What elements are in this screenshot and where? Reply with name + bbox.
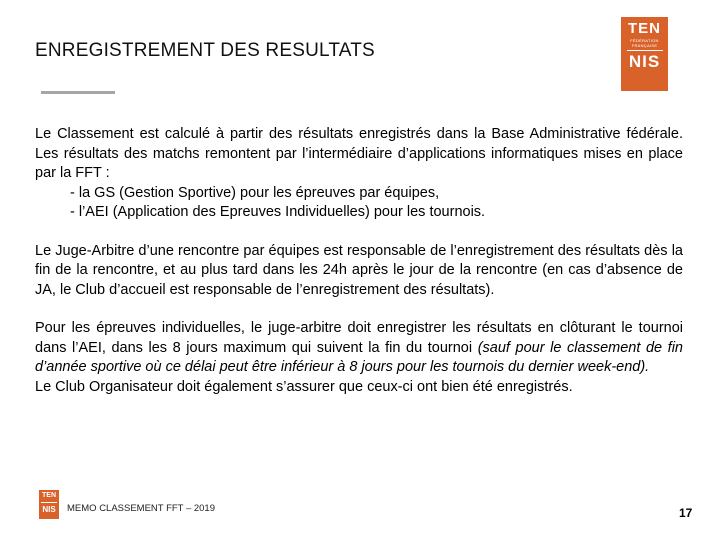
- page-number: 17: [679, 506, 693, 520]
- footer-logo: TEN NIS: [39, 490, 59, 519]
- list-item-gs: - la GS (Gestion Sportive) pour les épreuves par équipes,: [70, 184, 440, 201]
- paragraph-1-intro: Le Classement est calculé à partir des résultats enregistrés dans la Base Administrative fédérale. Les résultats des matchs remontent par l’intermédiaire d’applications informatiques mises en place par la FFT :: [35, 126, 683, 181]
- logo-subtitle: FÉDÉRATION FRANÇAISE: [630, 38, 659, 48]
- page-title: ENREGISTREMENT DES RESULTATS: [35, 40, 375, 61]
- logo-text-top: TEN: [628, 20, 661, 37]
- title-underline: [41, 91, 115, 94]
- paragraph-3-italic: (sauf pour le classement de fin d’année sportive où ce délai peut être inférieur à 8 jours pour les tournois du dernier week-end).: [35, 339, 684, 375]
- paragraph-1: [35, 125, 683, 223]
- paragraph-3: [35, 319, 683, 397]
- footer-text: MEMO CLASSEMENT FFT – 2019: [67, 503, 215, 514]
- list-item-aei: - l’AEI (Application des Epreuves Individuelles) pour les tournois.: [70, 204, 486, 220]
- logo-text-bottom: NIS: [628, 52, 661, 71]
- paragraph-2: Le Juge-Arbitre d’une rencontre par équipes est responsable de l’enregistrement des résultats dès la fin de la rencontre, et au plus tard dans les 24h après le jour de la rencontre (en cas d’absence de JA, le Club d’accueil est responsable de l’enregistrement des résultats).: [35, 242, 683, 298]
- body-text: [35, 125, 683, 397]
- fft-tennis-logo: [621, 17, 668, 91]
- paragraph-3-text: Pour les épreuves individuelles, le juge-arbitre doit enregistrer les résultats en clôturant le tournoi dans l’AEI, dans les 8 jours maximum qui suivent la fin du tournoi: [35, 320, 683, 356]
- paragraph-3-last: Le Club Organisateur doit également s’assurer que ceux-ci ont bien été enregistrés.: [35, 378, 573, 395]
